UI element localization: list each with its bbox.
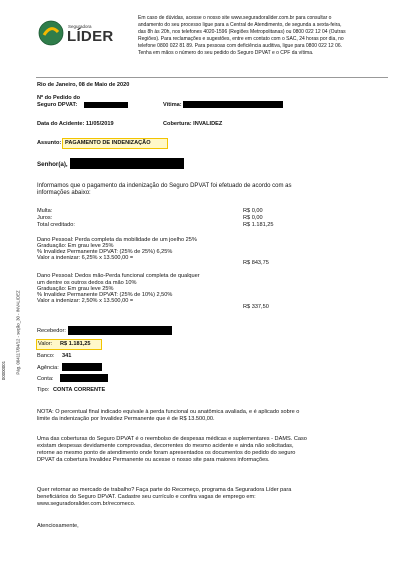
damage-line: um dentre os outros dedos da mão 10% (37, 280, 137, 286)
note-line: limite da indenização por Invalidez Permanente que é de R$ 13.500,00. (37, 416, 215, 422)
notice-line: Tenha em mãos o número do seu pedido do Seguro DPVAT e o CPF da vítima. (138, 49, 314, 56)
damage-line: Dano Pessoal: Dedos mão-Perda funcional completa de qualquer (37, 273, 200, 279)
summary-value: R$ 1.181,25 (243, 222, 274, 228)
damage-line: % Invalidez Permanente DPVAT: (25% de 25%) 6,25% (37, 249, 173, 255)
dams-line: retorne ao mesmo ponto de atendimento onde foram apresentados os documentos do pedido do seguro (37, 450, 296, 456)
damage-line: % Invalidez Permanente DPVAT: (25% de 10%) 2,50% (37, 292, 173, 298)
damage-line: Dano Pessoal: Perda completa da mobilidade de um joelho 25% (37, 237, 197, 243)
account-redacted (60, 374, 108, 382)
recomeco-link[interactable]: www.seguradoralider.com.br/recomeco. (37, 501, 136, 507)
place-date: Rio de Janeiro, 08 de Maio de 2020 (37, 82, 130, 88)
damage-line: Valor a indenizar: 6,25% x 13.500,00 = (37, 255, 134, 261)
notice-line: Regiões). Para reclamações e sugestões, entre em contato com o SAC, 24 horas por dia, no (138, 35, 344, 42)
header-notice (138, 15, 346, 56)
notice-line: telefone 0800 022 81 89. Para pessoas com deficiência auditiva, ligue para 0800 022 12 06. (138, 42, 343, 49)
account-label: Conta: (37, 376, 54, 382)
dams-line: DPVAT da cobertura Invalidez Permanente ou acesse o nosso site para maiores informações. (37, 457, 270, 463)
notice-line: das 8h às 20h, nos telefones 4020-1596 (Regiões Metropolitanas) ou 0800 022 12 04 (Outras (138, 28, 346, 35)
summary-value: R$ 0,00 (243, 208, 263, 214)
logo-top-text: Seguradora (68, 24, 92, 29)
dams-line: Uma das coberturas do Seguro DPVAT é o reembolso de despesas médicas e suplementares - DAMS. Caso (37, 436, 307, 442)
damage-amount: R$ 843,75 (243, 260, 269, 266)
subject-value: PAGAMENTO DE INDENIZAÇÃO (65, 140, 151, 146)
sidebar-code: 00000001 (1, 360, 7, 381)
summary-label: Multa: (37, 208, 53, 214)
summary-label: Juros: (37, 215, 53, 221)
closing: Atenciosamente, (37, 523, 79, 529)
recomeco-line: Quer retornar ao mercado de trabalho? Faça parte do Recomeço, programa da Seguradora Líder para (37, 487, 292, 493)
order-label-line1: Nº do Pedido do (37, 95, 81, 101)
recipient-redacted (68, 326, 172, 335)
bank-label: Banco: (37, 353, 55, 359)
recipient-name-redacted (70, 158, 184, 169)
logo-mark-icon (38, 20, 64, 46)
note-line: NOTA: O percentual final indicado equivale à perda funcional ou anatômica avaliada, e é aplicado sobre o (37, 409, 300, 415)
summary-label: Total creditado: (37, 222, 75, 228)
value-amount: R$ 1.181,25 (60, 341, 91, 347)
agency-label: Agência: (37, 365, 59, 371)
damage-line: Graduação: Em grau leve 25% (37, 286, 114, 292)
account-type-value: CONTA CORRENTE (53, 387, 106, 393)
notice-line: andamento do seu processo ligue para a Central de Atendimento, de segunda a sexta-feira, (138, 21, 342, 28)
order-label-line2: Seguro DPVAT: (37, 102, 78, 108)
dams-line: existam despesas devidamente comprovadas, decorrentes do mesmo acidente e ainda não solicitadas, (37, 443, 294, 449)
notice-line: Em caso de dúvidas, acesse o nosso site www.seguradoralider.com.br para consultar o (138, 15, 332, 21)
bank-value: 341 (62, 353, 72, 359)
header-divider (36, 77, 388, 78)
recipient-label: Recebedor: (37, 328, 66, 334)
damage-amount: R$ 337,50 (243, 304, 269, 310)
victim-label: Vítima: (163, 102, 182, 108)
victim-name-redacted (183, 101, 283, 108)
intro-line: informações abaixo: (37, 190, 91, 196)
subject-label: Assunto: (37, 140, 62, 146)
damage-line: Graduação: Em grau leve 25% (37, 243, 114, 249)
intro-line: Informamos que o pagamento da indenização do Seguro DPVAT foi efetuado de acordo com as (37, 183, 292, 189)
agency-redacted (62, 363, 102, 371)
value-label: Valor: (38, 341, 53, 347)
recomeco-line: beneficiários do Seguro DPVAT. Cadastre seu currículo e confira vagas de emprego em: (37, 494, 256, 500)
salutation: Senhor(a), (37, 161, 68, 168)
coverage: Cobertura: INVALIDEZ (163, 121, 223, 127)
summary-value: R$ 0,00 (243, 215, 263, 221)
logo-name-text: LÍDER (67, 28, 114, 45)
account-type-label: Tipo: (37, 387, 50, 393)
damage-line: Valor a indenizar: 2,50% x 13.500,00 = (37, 298, 134, 304)
accident-date: Data do Acidente: 11/05/2019 (37, 121, 114, 127)
sidebar-vertical-text: Pág. 004117/04/12 - seção_30 - INVALIDEZ (15, 290, 21, 375)
order-number-redacted (84, 102, 128, 108)
